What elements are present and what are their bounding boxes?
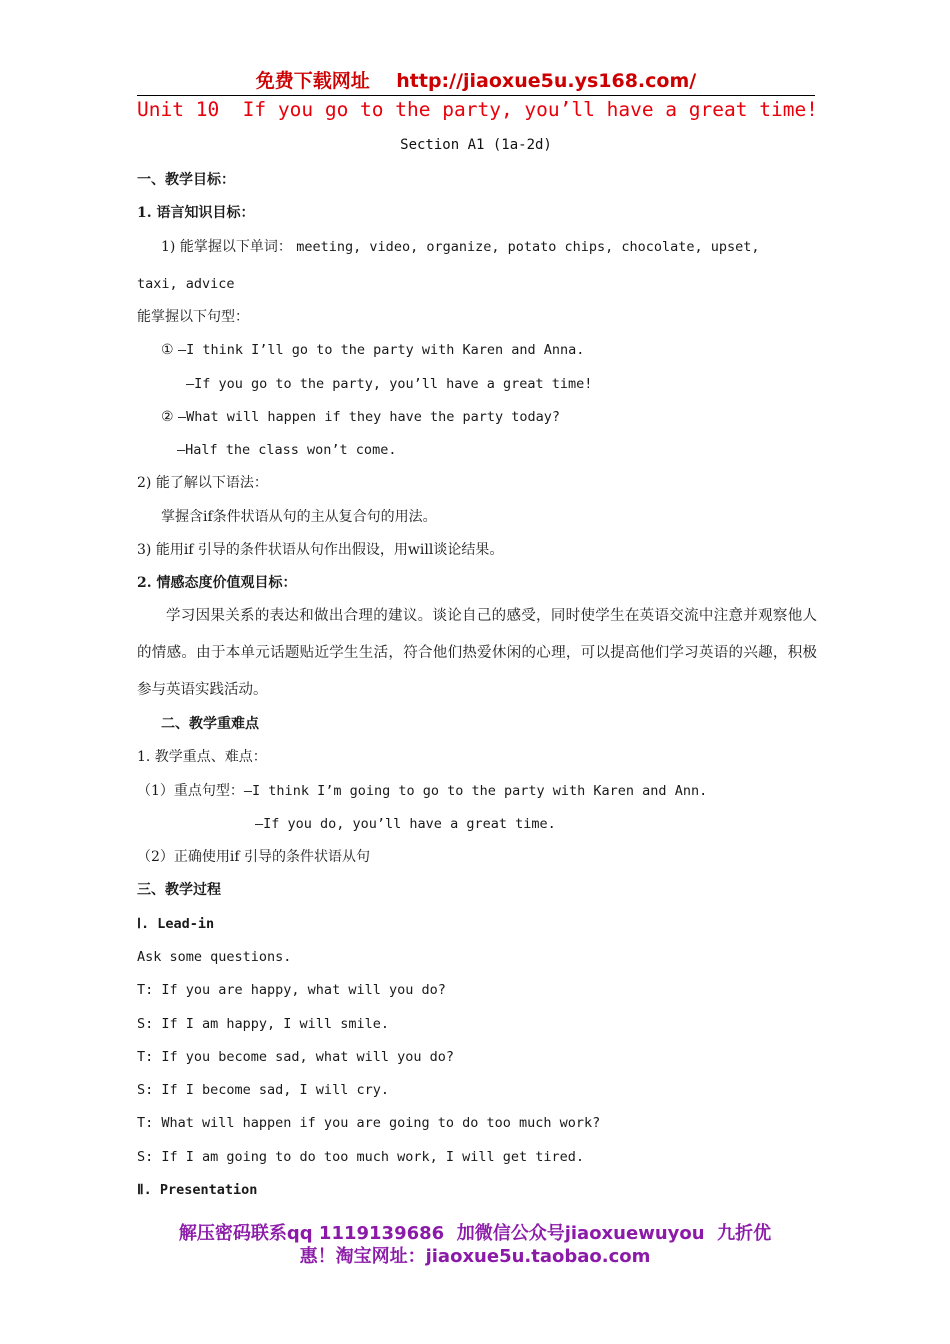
step-presentation: Ⅱ. Presentation xyxy=(137,1182,258,1198)
grammar-text: 掌握含if条件状语从句的主从复合句的用法。 xyxy=(161,509,437,525)
ask-questions: Ask some questions. xyxy=(137,949,292,965)
header-label: 免费下载网址 xyxy=(255,70,370,92)
heading-language-goals: 1. 语言知识目标： xyxy=(137,205,255,221)
section-subtitle: Section A1 (1a-2d) xyxy=(400,137,552,153)
header-url-link[interactable]: http://jiaoxue5u.ys168.com/ xyxy=(396,70,697,92)
heading-objectives: 一、教学目标： xyxy=(137,172,235,188)
grammar-label: 2) 能了解以下语法： xyxy=(137,475,268,491)
dialog-line: S: If I am going to do too much work, I will get tired. xyxy=(137,1149,585,1165)
footer-contact-line1: 解压密码联系qq 1119139686 加微信公众号jiaoxuewuyou 九折优 xyxy=(178,1223,772,1244)
dialog-line: T: If you become sad, what will you do? xyxy=(137,1049,454,1065)
dialog-line: T: If you are happy, what will you do? xyxy=(137,982,446,998)
pattern-1a: ① —I think I’ll go to the party with Karen and Anna. xyxy=(161,342,585,358)
key-point-2: （2）正确使用if 引导的条件状语从句 xyxy=(137,849,371,865)
attitude-paragraph: 学习因果关系的表达和做出合理的建议。谈论自己的感受，同时使学生在英语交流中注意并观察他人的情感。由于本单元话题贴近学生生活，符合他们热爱休闲的心理，可以提高他们学习英语的兴趣，积极参与英语实践活动。 xyxy=(137,608,817,698)
download-header xyxy=(137,66,815,93)
key-points-item1: 1. 教学重点、难点： xyxy=(137,749,267,765)
patterns-label: 能掌握以下句型： xyxy=(137,309,249,325)
pattern-2a: ② —What will happen if they have the party today? xyxy=(161,409,561,425)
pattern-1b: —If you go to the party, you’ll have a great time! xyxy=(186,376,593,392)
heading-process: 三、教学过程 xyxy=(137,882,221,898)
pattern-2b: —Half the class won’t come. xyxy=(177,442,397,458)
heading-key-points: 二、教学重难点 xyxy=(161,716,259,732)
dialog-line: S: If I become sad, I will cry. xyxy=(137,1082,389,1098)
grammar-item3: 3) 能用if 引导的条件状语从句作出假设，用will谈论结果。 xyxy=(137,542,504,558)
step-lead-in: Ⅰ. Lead-in xyxy=(137,916,215,932)
vocab-words-cont: taxi, advice xyxy=(137,276,235,292)
document-title: Unit 10 If you go to the party, you’ll have a great time! xyxy=(137,98,818,121)
vocab-words: meeting, video, organize, potato chips, chocolate, upset, xyxy=(296,239,760,255)
footer-contact-line2[interactable]: 惠！淘宝网址：jiaoxue5u.taobao.com xyxy=(299,1246,651,1267)
key-sentence-1a: （1）重点句型：—I think I’m going to go to the party with Karen and Ann. xyxy=(137,783,708,799)
heading-attitude-goals: 2. 情感态度价值观目标： xyxy=(137,575,297,591)
vocab-label: 1) 能掌握以下单词： xyxy=(161,239,292,255)
header-divider xyxy=(137,95,815,96)
dialog-line: S: If I am happy, I will smile. xyxy=(137,1016,389,1032)
vocab-line xyxy=(161,237,760,257)
key-sentence-1b: —If you do, you’ll have a great time. xyxy=(255,816,556,832)
dialog-line: T: What will happen if you are going to do too much work? xyxy=(137,1115,601,1131)
